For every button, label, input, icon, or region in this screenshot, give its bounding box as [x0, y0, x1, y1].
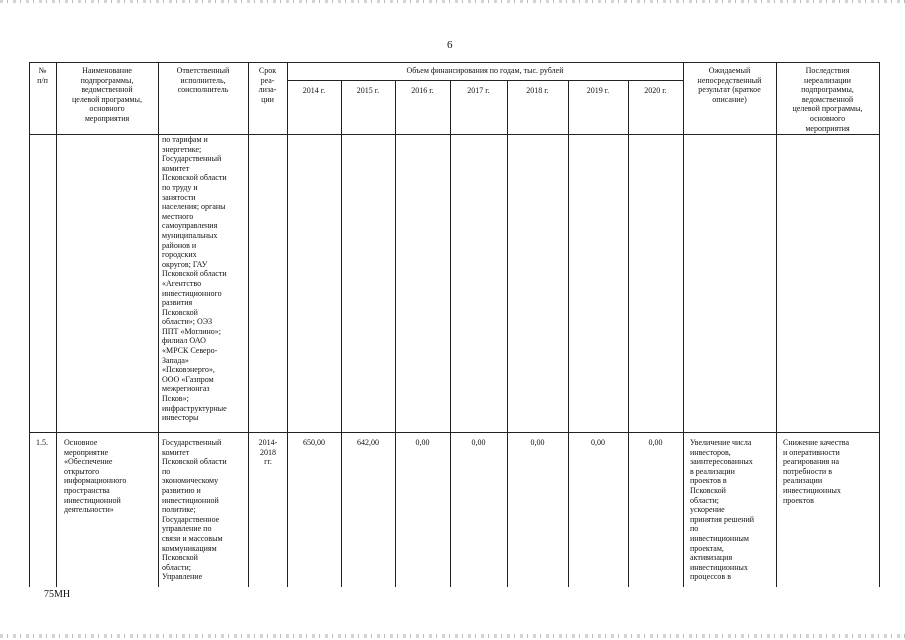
header-name: Наименование подпрограммы, ведомственной целевой программы, основного мероприятия: [72, 66, 142, 123]
header-year-2017: 2017 г.: [467, 86, 490, 95]
footer-document-code: 75MH: [44, 589, 71, 600]
page-number: 6: [447, 39, 453, 51]
scan-noise-bottom: [0, 634, 905, 638]
row-1-5-value-2016: 0,00: [415, 438, 430, 447]
continuation-executor-text: по тарифам и энергетике; Государственный комитет Псковской области по труду и занятости населения; органы местного самоуправления муниципальных районов и городских округов; ГАУ Псковской области «Агентство инвестиционного развития Псковской области»; ОЭЗ ППТ «Моглино»; филиал ОАО «МРСК Северо- Запада» «Псковэнерго», ООО «Газпром межрегионгаз Псков»; инфраструктурные инвесторы: [162, 135, 227, 423]
row-1-5-name: Основное мероприятие «Обеспечение открытого информационного пространства инвестиционной деятельности»: [64, 438, 127, 515]
row-1-5-term: 2014- 2018 гг.: [258, 438, 278, 467]
header-executor: Ответственный исполнитель, соисполнитель: [176, 66, 230, 95]
header-consequences: Последствия нереализации подпрограммы, ведомственной целевой программы, основного мероприятия: [792, 66, 863, 133]
row-1-5-value-2017: 0,00: [471, 438, 486, 447]
header-number: № п/п: [37, 66, 48, 85]
header-year-2019: 2019 г.: [586, 86, 610, 95]
row-1-5-consequences: Снижение качества и оперативности реагирования на потребности в реализации инвестиционных проектов: [783, 438, 850, 505]
row-1-5-number: 1.5.: [36, 438, 48, 447]
header-year-2014: 2014 г.: [302, 86, 326, 95]
header-year-2018: 2018 г.: [526, 86, 549, 95]
row-1-5-result: Увеличение числа инвесторов, заинтересованных в реализации проектов в Псковской области; ускорение принятия решений по инвестиционным проектам, активизация инвестиционных процессов в: [690, 438, 755, 582]
header-financing: Объем финансирования по годам, тыс. рублей: [406, 66, 564, 75]
row-1-5-value-2014: 650,00: [303, 438, 325, 447]
header-year-2016: 2016 г.: [411, 86, 434, 95]
header-year-2015: 2015 г.: [356, 86, 380, 95]
row-1-5-value-2020: 0,00: [648, 438, 663, 447]
header-year-2020: 2020 г.: [644, 86, 667, 95]
row-1-5-executor: Государственный комитет Псковской области по экономическому развитию и инвестиционной политике; Государственное управление по связи и массовым коммуникациям Псковской области; Управление: [162, 438, 227, 582]
row-1-5-value-2015: 642,00: [357, 438, 379, 447]
row-1-5-value-2018: 0,00: [530, 438, 545, 447]
row-1-5-value-2019: 0,00: [591, 438, 605, 447]
header-result: Ожидаемый непосредственный результат (краткое описание): [697, 66, 762, 104]
header-term: Срок реа- лиза- ции: [258, 66, 277, 104]
